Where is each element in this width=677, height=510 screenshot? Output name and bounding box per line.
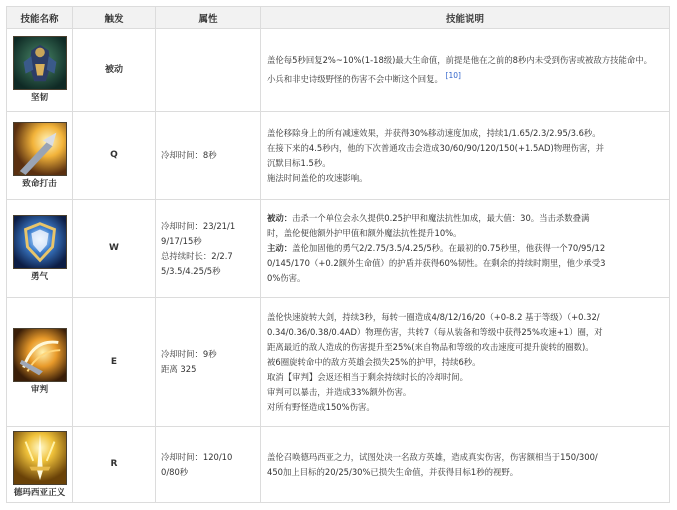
header-description: 技能说明 <box>261 7 670 29</box>
attr-line: 冷却时间：23/21/1 <box>161 220 236 231</box>
demacian-justice-icon <box>13 431 67 485</box>
desc-line: 时，盖伦便他额外护甲值和额外魔法抗性提升10%。 <box>267 228 462 238</box>
table-row <box>7 200 670 298</box>
trigger-cell: E <box>73 298 156 427</box>
desc-line: 对所有野怪造成150%伤害。 <box>267 401 375 412</box>
desc-line: 距离最近的敌人造成的伤害提升至25%(来自物品和等级的攻击速度可提升旋转的圈数)。 <box>267 341 594 352</box>
skill-name: 德玛西亚正义 <box>13 487 66 498</box>
perseverance-icon <box>13 36 67 90</box>
desc-text: 盖伦每5秒回复2%~10%(1-18级)最大生命值，前提是他在之前的8秒内未受到伤害或被敌方技能命中。 小兵和非史诗级野怪的伤害不会中断这个回复。 <box>267 55 652 84</box>
skill-name: 审判 <box>30 385 49 395</box>
courage-shield-icon <box>13 215 67 269</box>
attr-cell <box>156 112 261 200</box>
skill-cell <box>7 29 73 112</box>
decisive-strike-icon <box>13 122 67 176</box>
desc-line: 沉默目标1.5秒。 <box>267 157 331 168</box>
desc-cell <box>261 112 670 200</box>
desc-line: 盖伦快速旋转大剑，持续3秒，每转一圈造成4/8/12/16/20（+0-8.2 基于等级）（+0.32/ <box>267 311 600 322</box>
desc-line: 取消【审判】会返还相当于剩余持续时长的冷却时间。 <box>267 371 468 382</box>
active-label: 主动： <box>267 243 293 253</box>
trigger-cell: W <box>73 200 156 298</box>
skill-table <box>6 6 670 503</box>
desc-line <box>267 241 661 256</box>
skill-name: 勇气 <box>30 271 49 282</box>
judgment-spin-icon <box>13 328 67 382</box>
attr-line: 9/17/15秒 <box>161 235 202 246</box>
desc-line: 在接下来的4.5秒内，他的下次普通攻击会造成30/60/90/120/150(+1.5AD)物理伤害，并 <box>267 142 604 153</box>
attr-line: 冷却时间：9秒 <box>161 349 217 359</box>
attr-line: 5/3.5/4.25/5秒 <box>161 265 221 276</box>
table-header-row <box>7 7 670 29</box>
attr-line: 距离 325 <box>161 364 197 374</box>
desc-line: 0.34/0.36/0.38/0.4AD）物理伤害，共转7（每从装备和等级中获得25%攻速+1）圈，对 <box>267 326 603 337</box>
desc-line: 盖伦召唤德玛西亚之力，试图处决一名敌方英雄，造成真实伤害，伤害额相当于150/300/ <box>267 451 598 462</box>
attr-cell <box>156 200 261 298</box>
passive-label: 被动： <box>267 213 293 223</box>
trigger-cell: 被动 <box>73 29 156 112</box>
citation-link[interactable]: [10] <box>445 71 461 81</box>
desc-cell <box>261 200 670 298</box>
trigger-cell: R <box>73 427 156 503</box>
attr-line: 冷却时间：120/10 <box>161 451 233 462</box>
desc-line: 施法时间盖伦的攻速影响。 <box>267 172 368 183</box>
table-row <box>7 112 670 200</box>
desc-cell <box>261 29 670 112</box>
desc-text: 盖伦加固他的勇气2/2.75/3.5/4.25/5秒。在最初的0.75秒里，他获得一个70/95/12 <box>292 243 606 253</box>
desc-line <box>267 211 661 226</box>
attr-line: 冷却时间：8秒 <box>161 150 217 160</box>
skill-cell <box>7 298 73 427</box>
desc-line: 审判可以暴击，并造成33%额外伤害。 <box>267 386 412 397</box>
attr-cell <box>156 427 261 503</box>
desc-line: 被6圈旋转命中的敌方英雄会损失25%的护甲，持续6秒。 <box>267 356 481 367</box>
attr-line: 0/80秒 <box>161 466 189 477</box>
trigger-cell: Q <box>73 112 156 200</box>
attr-cell <box>156 29 261 112</box>
skill-name: 坚韧 <box>30 93 49 103</box>
desc-cell <box>261 298 670 427</box>
table-row <box>7 427 670 503</box>
table-row <box>7 298 670 427</box>
attr-line: 总持续时长：2/2.7 <box>161 250 233 261</box>
skill-name: 致命打击 <box>22 178 57 189</box>
desc-line: 0%伤害。 <box>267 273 306 283</box>
desc-line: 450加上目标的20/25/30%已损失生命值，并获得目标1秒的视野。 <box>267 466 519 477</box>
attr-cell <box>156 298 261 427</box>
desc-line: 0/145/170（+0.2额外生命值）的护盾并获得60%韧性。在剩余的持续时期里，他少承受3 <box>267 258 606 268</box>
desc-cell <box>261 427 670 503</box>
skill-cell <box>7 427 73 503</box>
desc-text: 击杀一个单位会永久提供0.25护甲和魔法抗性加成，最大值：30。当击杀数叠满 <box>292 213 590 223</box>
skill-cell <box>7 112 73 200</box>
header-trigger: 触发 <box>73 7 156 29</box>
skill-cell <box>7 200 73 298</box>
header-skill-name: 技能名称 <box>7 7 73 29</box>
header-attributes: 属性 <box>156 7 261 29</box>
desc-line: 盖伦移除身上的所有减速效果，并获得30%移动速度加成，持续1/1.65/2.3/2.95/3.6秒。 <box>267 127 601 138</box>
table-row <box>7 29 670 112</box>
